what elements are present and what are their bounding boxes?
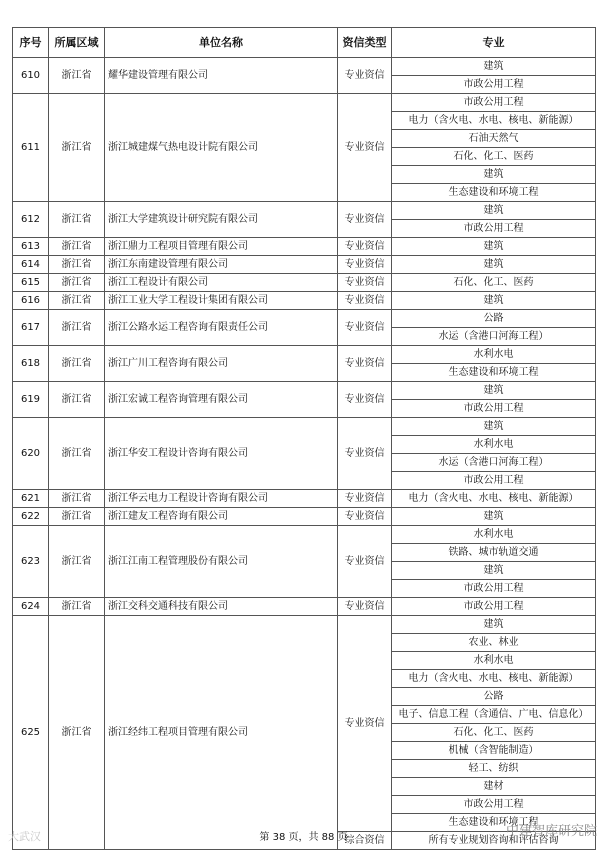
row-major: 生态建设和环境工程 — [392, 184, 596, 202]
row-region: 浙江省 — [49, 382, 105, 418]
table-row — [13, 292, 596, 310]
row-qualification-type: 专业资信 — [338, 382, 392, 418]
row-major: 水利水电 — [392, 346, 596, 364]
table-header-row — [13, 28, 596, 58]
row-major: 石化、化工、医药 — [392, 274, 596, 292]
row-major: 市政公用工程 — [392, 94, 596, 112]
row-number: 613 — [13, 238, 49, 256]
row-company-name: 浙江工程设计有限公司 — [105, 274, 338, 292]
table-row — [13, 256, 596, 274]
row-major: 轻工、纺织 — [392, 760, 596, 778]
row-qualification-type: 专业资信 — [338, 202, 392, 238]
header-region: 所属区域 — [49, 28, 105, 58]
page-number: 第 38 页，共 88 页 — [259, 832, 348, 843]
row-major: 公路 — [392, 688, 596, 706]
row-major: 市政公用工程 — [392, 598, 596, 616]
page-footer — [0, 824, 607, 846]
row-company-name: 浙江华云电力工程设计咨询有限公司 — [105, 490, 338, 508]
row-company-name: 浙江东南建设管理有限公司 — [105, 256, 338, 274]
table-row — [13, 526, 596, 544]
row-region: 浙江省 — [49, 526, 105, 598]
row-number: 623 — [13, 526, 49, 598]
row-number: 610 — [13, 58, 49, 94]
row-major: 农业、林业 — [392, 634, 596, 652]
row-region: 浙江省 — [49, 58, 105, 94]
table-row — [13, 238, 596, 256]
table-row — [13, 598, 596, 616]
table-body — [13, 58, 596, 850]
row-region: 浙江省 — [49, 616, 105, 850]
row-number: 616 — [13, 292, 49, 310]
row-number: 621 — [13, 490, 49, 508]
header-no: 序号 — [13, 28, 49, 58]
row-qualification-type: 专业资信 — [338, 94, 392, 202]
table-row — [13, 508, 596, 526]
row-major: 水利水电 — [392, 436, 596, 454]
row-region: 浙江省 — [49, 310, 105, 346]
row-qualification-type: 专业资信 — [338, 256, 392, 274]
row-company-name: 浙江公路水运工程咨询有限责任公司 — [105, 310, 338, 346]
row-major: 建筑 — [392, 292, 596, 310]
row-number: 617 — [13, 310, 49, 346]
row-major: 生态建设和环境工程 — [392, 814, 596, 832]
row-major: 建筑 — [392, 508, 596, 526]
row-company-name: 浙江鼎力工程项目管理有限公司 — [105, 238, 338, 256]
row-qualification-type: 专业资信 — [338, 274, 392, 292]
row-major: 生态建设和环境工程 — [392, 364, 596, 382]
row-company-name: 浙江工业大学工程设计集团有限公司 — [105, 292, 338, 310]
table-row — [13, 94, 596, 112]
row-major: 电力（含火电、水电、核电、新能源） — [392, 490, 596, 508]
row-company-name: 浙江经纬工程项目管理有限公司 — [105, 616, 338, 850]
row-major: 市政公用工程 — [392, 76, 596, 94]
row-major: 市政公用工程 — [392, 472, 596, 490]
row-number: 622 — [13, 508, 49, 526]
row-major: 建筑 — [392, 418, 596, 436]
row-region: 浙江省 — [49, 418, 105, 490]
table-row — [13, 346, 596, 364]
row-major: 市政公用工程 — [392, 220, 596, 238]
row-major: 市政公用工程 — [392, 796, 596, 814]
row-qualification-type: 综合资信 — [338, 832, 392, 850]
header-major: 专业 — [392, 28, 596, 58]
row-major: 市政公用工程 — [392, 580, 596, 598]
row-region: 浙江省 — [49, 598, 105, 616]
row-major: 所有专业规划咨询和评估咨询 — [392, 832, 596, 850]
row-qualification-type: 专业资信 — [338, 310, 392, 346]
row-number: 625 — [13, 616, 49, 850]
row-company-name: 浙江交科交通科技有限公司 — [105, 598, 338, 616]
row-number: 611 — [13, 94, 49, 202]
row-number: 615 — [13, 274, 49, 292]
row-qualification-type: 专业资信 — [338, 418, 392, 490]
row-major: 建材 — [392, 778, 596, 796]
row-major: 电力（含火电、水电、核电、新能源） — [392, 112, 596, 130]
row-qualification-type: 专业资信 — [338, 292, 392, 310]
table-row — [13, 616, 596, 634]
row-region: 浙江省 — [49, 202, 105, 238]
row-company-name: 浙江江南工程管理股份有限公司 — [105, 526, 338, 598]
row-number: 618 — [13, 346, 49, 382]
table-row — [13, 310, 596, 328]
header-company: 单位名称 — [105, 28, 338, 58]
row-major: 建筑 — [392, 562, 596, 580]
row-qualification-type: 专业资信 — [338, 508, 392, 526]
row-company-name: 浙江华安工程设计咨询有限公司 — [105, 418, 338, 490]
row-major: 水利水电 — [392, 526, 596, 544]
row-major: 建筑 — [392, 382, 596, 400]
row-major: 铁路、城市轨道交通 — [392, 544, 596, 562]
row-major: 石油天然气 — [392, 130, 596, 148]
row-qualification-type: 专业资信 — [338, 346, 392, 382]
row-qualification-type: 专业资信 — [338, 490, 392, 508]
table-row — [13, 418, 596, 436]
row-region: 浙江省 — [49, 256, 105, 274]
row-qualification-type: 专业资信 — [338, 58, 392, 94]
row-qualification-type: 专业资信 — [338, 598, 392, 616]
row-region: 浙江省 — [49, 94, 105, 202]
row-number: 620 — [13, 418, 49, 490]
row-major: 建筑 — [392, 58, 596, 76]
row-major: 水运（含港口河海工程） — [392, 454, 596, 472]
row-region: 浙江省 — [49, 292, 105, 310]
row-number: 612 — [13, 202, 49, 238]
row-major: 电子、信息工程（含通信、广电、信息化） — [392, 706, 596, 724]
watermark-right: 中建智库研究院 — [505, 824, 597, 839]
row-major: 机械（含智能制造） — [392, 742, 596, 760]
row-qualification-type: 专业资信 — [338, 616, 392, 832]
row-major: 建筑 — [392, 238, 596, 256]
table-row — [13, 274, 596, 292]
row-major: 建筑 — [392, 166, 596, 184]
row-company-name: 浙江大学建筑设计研究院有限公司 — [105, 202, 338, 238]
header-type: 资信类型 — [338, 28, 392, 58]
row-qualification-type: 专业资信 — [338, 526, 392, 598]
row-major: 建筑 — [392, 616, 596, 634]
row-major: 电力（含火电、水电、核电、新能源） — [392, 670, 596, 688]
row-major: 石化、化工、医药 — [392, 148, 596, 166]
table-row — [13, 382, 596, 400]
row-major: 建筑 — [392, 256, 596, 274]
row-region: 浙江省 — [49, 238, 105, 256]
table-row — [13, 202, 596, 220]
watermark-left: 大武汉 — [8, 830, 41, 843]
row-qualification-type: 专业资信 — [338, 238, 392, 256]
row-major: 公路 — [392, 310, 596, 328]
qualification-table — [12, 27, 596, 850]
row-region: 浙江省 — [49, 490, 105, 508]
row-major: 水运（含港口河海工程） — [392, 328, 596, 346]
row-region: 浙江省 — [49, 346, 105, 382]
row-number: 624 — [13, 598, 49, 616]
row-company-name: 浙江广川工程咨询有限公司 — [105, 346, 338, 382]
table-row — [13, 58, 596, 76]
row-company-name: 浙江宏诚工程咨询管理有限公司 — [105, 382, 338, 418]
row-number: 614 — [13, 256, 49, 274]
row-major: 建筑 — [392, 202, 596, 220]
row-company-name: 浙江建友工程咨询有限公司 — [105, 508, 338, 526]
row-region: 浙江省 — [49, 274, 105, 292]
qualification-table-sheet — [12, 27, 595, 850]
row-major: 石化、化工、医药 — [392, 724, 596, 742]
row-company-name: 浙江城建煤气热电设计院有限公司 — [105, 94, 338, 202]
row-number: 619 — [13, 382, 49, 418]
table-row — [13, 490, 596, 508]
row-company-name: 耀华建设管理有限公司 — [105, 58, 338, 94]
row-major: 水利水电 — [392, 652, 596, 670]
row-major: 市政公用工程 — [392, 400, 596, 418]
row-region: 浙江省 — [49, 508, 105, 526]
